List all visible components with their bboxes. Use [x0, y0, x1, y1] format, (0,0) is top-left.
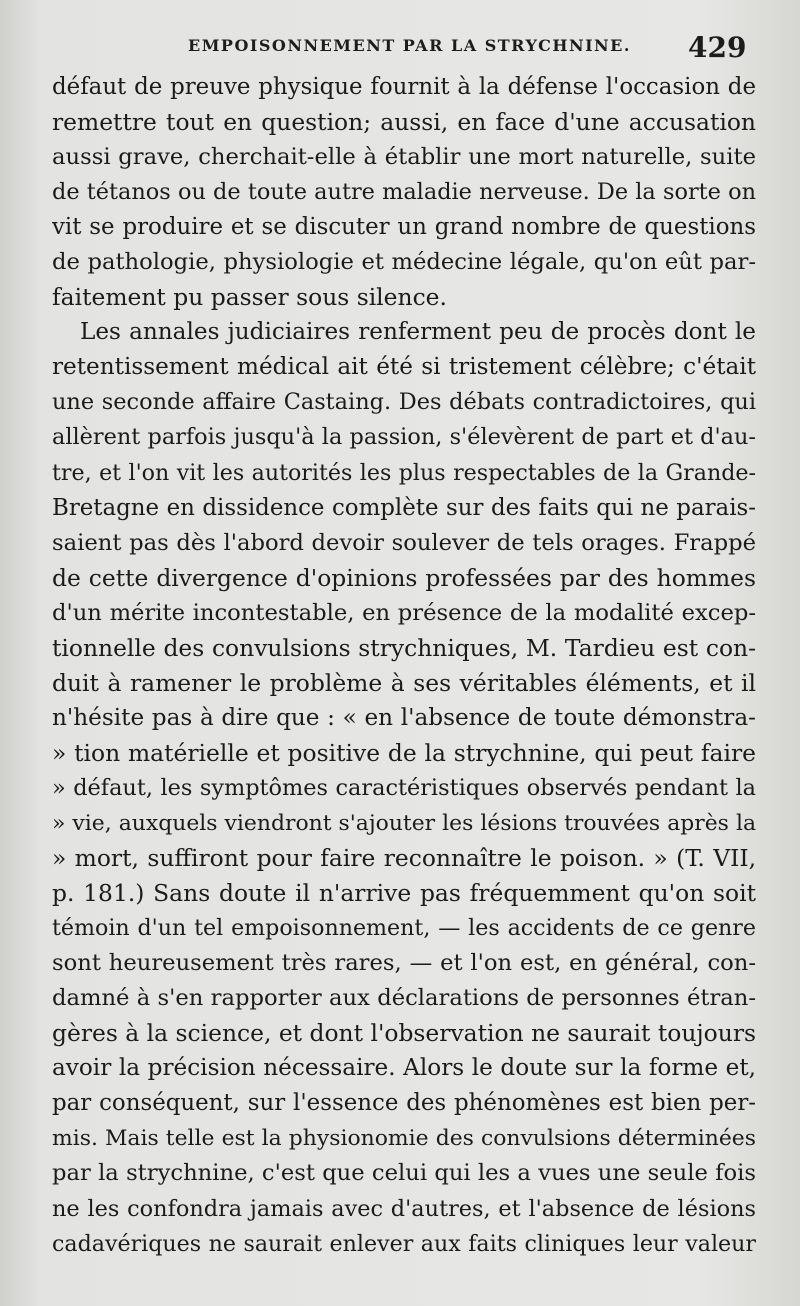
text-line: une seconde affaire Castaing. Des débats contradictoires, qui: [52, 389, 756, 416]
text-line: ne les confondra jamais avec d'autres, et l'absence de lésions: [52, 1195, 756, 1222]
text-line: allèrent parfois jusqu'à la passion, s'élevèrent de part et d'au-: [52, 424, 756, 451]
text-line: témoin d'un tel empoisonnement, — les accidents de ce genre: [52, 915, 756, 942]
text-line: de pathologie, physiologie et médecine légale, qu'on eût par-: [52, 249, 756, 276]
text-line: mis. Mais telle est la physionomie des convulsions déterminées: [52, 1126, 756, 1152]
text-line: par conséquent, sur l'essence des phénomènes est bien per-: [52, 1090, 756, 1117]
text-line: aussi grave, cherchait-elle à établir une mort naturelle, suite: [52, 144, 756, 171]
running-title: EMPOISONNEMENT PAR LA STRYCHNINE.: [188, 36, 631, 55]
text-line: » défaut, les symptômes caractéristiques observés pendant la: [52, 774, 756, 801]
text-line: duit à ramener le problème à ses véritables éléments, et il: [52, 668, 756, 697]
text-line: défaut de preuve physique fournit à la défense l'occasion de: [52, 74, 756, 100]
text-line: avoir la précision nécessaire. Alors le doute sur la forme et,: [52, 1055, 756, 1082]
body-text: [52, 70, 756, 1262]
text-line: » tion matérielle et positive de la strychnine, qui peut faire: [52, 738, 756, 767]
text-line: retentissement médical ait été si tristement célèbre; c'était: [52, 354, 756, 381]
text-line: Les annales judiciaires renferment peu de procès dont le: [80, 319, 756, 346]
text-line: de tétanos ou de toute autre maladie nerveuse. De la sorte on: [52, 179, 756, 206]
text-line: gères à la science, et dont l'observation ne saurait toujours: [52, 1019, 756, 1048]
text-line: tionnelle des convulsions strychniques, M. Tardieu est con-: [52, 633, 756, 662]
text-line: cadavériques ne saurait enlever aux faits cliniques leur valeur: [52, 1230, 756, 1257]
text-line: faitement pu passer sous silence.: [52, 283, 447, 312]
text-line: tre, et l'on vit les autorités les plus respectables de la Grande-: [52, 459, 756, 486]
text-line: saient pas dès l'abord devoir soulever de tels orages. Frappé: [52, 529, 756, 556]
text-line: » mort, suffiront pour faire reconnaître le poison. » (T. VII,: [52, 844, 756, 873]
page-number: 429: [688, 31, 747, 64]
text-line: remettre tout en question; aussi, en face d'une accusation: [52, 108, 756, 137]
text-line: de cette divergence d'opinions professées par des hommes: [52, 563, 756, 592]
text-line: sont heureusement très rares, — et l'on est, en général, con-: [52, 950, 756, 977]
text-line: par la strychnine, c'est que celui qui les a vues une seule fois: [52, 1160, 756, 1187]
page-header: [0, 24, 800, 64]
text-line: n'hésite pas à dire que : « en l'absence de toute démonstra-: [52, 704, 756, 731]
text-line: damné à s'en rapporter aux déclarations de personnes étran-: [52, 985, 756, 1012]
text-line: vit se produire et se discuter un grand nombre de questions: [52, 214, 756, 241]
text-line: d'un mérite incontestable, en présence de la modalité excep-: [52, 599, 756, 626]
text-line: » vie, auxquels viendront s'ajouter les lésions trouvées après la: [52, 810, 756, 836]
text-line: Bretagne en dissidence complète sur des faits qui ne parais-: [52, 494, 756, 521]
text-line: p. 181.) Sans doute il n'arrive pas fréquemment qu'on soit: [52, 879, 756, 908]
